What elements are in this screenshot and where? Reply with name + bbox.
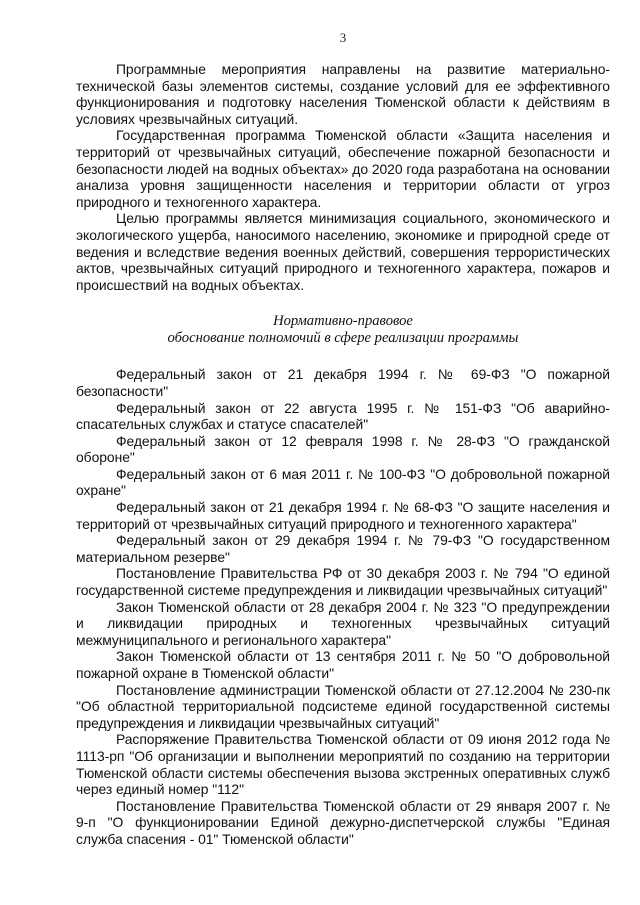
legal-act-item: Распоряжение Правительства Тюменской области от 09 июня 2012 года № 1113-рп "Об организации и выполнении мероприятий по созданию на территории Тюменской области системы обеспечения вызова экстренных оперативных служб через единый номер "112" [76, 731, 610, 798]
legal-acts-list [76, 366, 610, 847]
legal-act-item: Федеральный закон от 29 декабря 1994 г. № 79-ФЗ "О государственном материальном резерве" [76, 532, 610, 565]
paragraph-program-activities: Программные мероприятия направлены на развитие материально-технической базы элементов системы, создание условий для ее эффективного функционирования и подготовку населения Тюменской области к действиям в условиях чрезвычайных ситуаций. [76, 61, 610, 127]
legal-act-item: Федеральный закон от 6 мая 2011 г. № 100-ФЗ "О добровольной пожарной охране" [76, 465, 610, 499]
page-number: 3 [339, 30, 347, 45]
paragraph-program-goal: Целью программы является минимизация социального, экономического и экологического ущерба, наносимого населению, экономике и природной среде от ведения и вследствие ведения военных действий, совершения террористических актов, чрезвычайных ситуаций природного и техногенного характера, пожаров и происшествий на водных объектах. [76, 210, 610, 293]
legal-act-item: Постановление Правительства Тюменской области от 29 января 2007 г. № 9-п "О функционировании Единой дежурно-диспетчерской службы "Единая служба спасения - 01" Тюменской области" [76, 797, 610, 847]
legal-act-item: Закон Тюменской области от 28 декабря 2004 г. № 323 "О предупреждении и ликвидации природных и техногенных чрезвычайных ситуаций межмуниципального и регионального характера" [76, 598, 610, 648]
legal-act-item: Федеральный закон от 22 августа 1995 г. № 151-ФЗ "Об аварийно-спасательных службах и статусе спасателей" [76, 399, 610, 433]
legal-act-item: Федеральный закон от 21 декабря 1994 г. № 68-ФЗ "О защите населения и территорий от чрезвычайных ситуаций природного и техногенного характера" [76, 499, 610, 532]
section-heading-line-2: обоснование полномочий в сфере реализации программы [167, 330, 519, 347]
legal-act-item: Постановление Правительства РФ от 30 декабря 2003 г. № 794 "О единой государственной системе предупреждения и ликвидации чрезвычайных ситуаций" [76, 565, 610, 599]
section-heading [76, 313, 610, 347]
section-heading-line-1: Нормативно-правовое [273, 313, 413, 330]
document-page [76, 30, 610, 848]
paragraph-state-program: Государственная программа Тюменской области «Защита населения и территорий от чрезвычайных ситуаций, обеспечение пожарной безопасности и безопасности людей на водных объектах» до 2020 года разработана на основании анализа уровня защищенности населения и территории области от угроз природного и техногенного характера. [76, 127, 610, 210]
legal-act-item: Закон Тюменской области от 13 сентября 2011 г. № 50 "О добровольной пожарной охране в Тюменской области" [76, 648, 610, 681]
legal-act-item: Постановление администрации Тюменской области от 27.12.2004 № 230-пк "Об областной территориальной подсистеме единой государственной системы предупреждения и ликвидации чрезвычайных ситуаций" [76, 681, 610, 731]
legal-act-item: Федеральный закон от 21 декабря 1994 г. № 69-ФЗ "О пожарной безопасности" [76, 366, 610, 399]
legal-act-item: Федеральный закон от 12 февраля 1998 г. № 28-ФЗ "О гражданской обороне" [76, 432, 610, 466]
intro-section [76, 61, 610, 293]
